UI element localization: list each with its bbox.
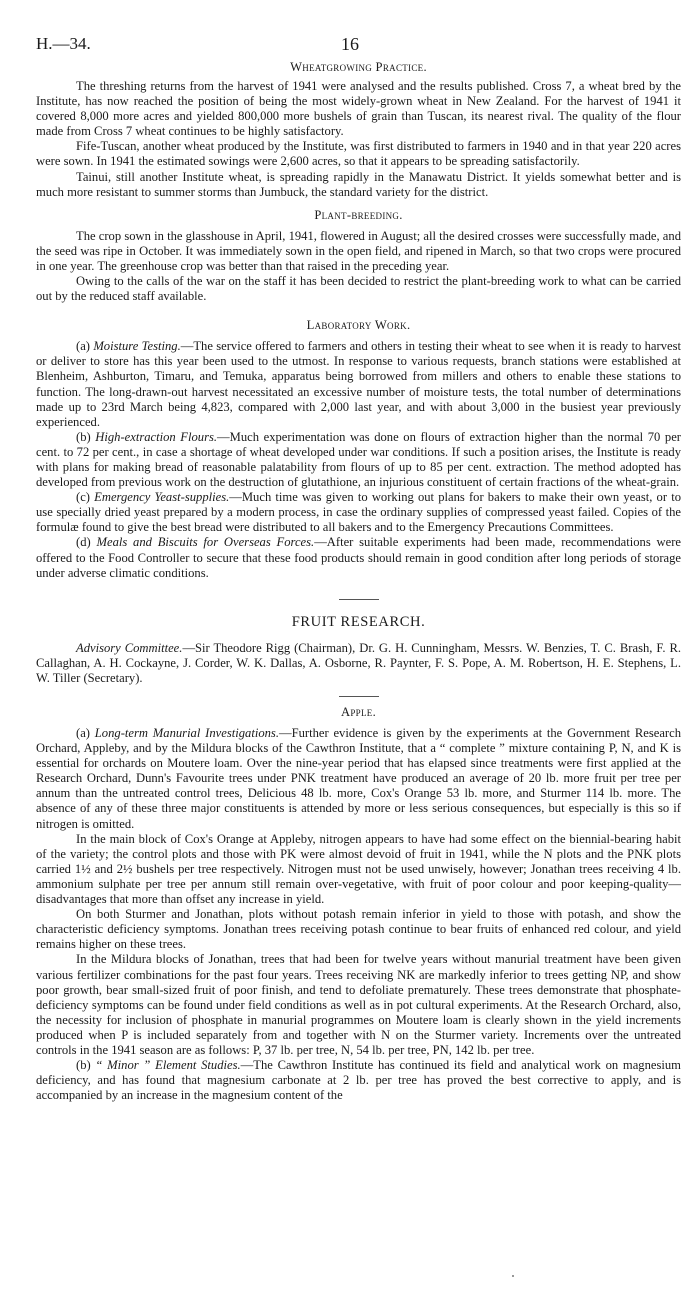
subsection-title: Moisture Testing. [93, 339, 181, 354]
document-page [36, 34, 681, 1103]
paragraph: Tainui, still another Institute wheat, is spreading rapidly in the Manawatu District. It yields somewhat better and is much more resistant to summer storms than Jumbuck, the standard variety for the district. [36, 169, 681, 199]
plant-breeding-heading: Plant-breeding. [314, 207, 403, 222]
fruit-research-heading: FRUIT RESEARCH. [291, 613, 426, 630]
apple-heading: Apple. [340, 705, 377, 719]
wheatgrowing-heading: Wheatgrowing Practice. [290, 60, 427, 74]
page-mark [512, 1275, 514, 1277]
page-number: 16 [341, 34, 359, 54]
paragraph: (d) Meals and Biscuits for Overseas Forces.—After suitable experiments had been made, recommendations were offered to the Food Controller to secure that these food products should remain in good condition after long periods of storage under adverse climatic conditions. [36, 535, 681, 580]
paragraph: In the main block of Cox's Orange at Appleby, nitrogen appears to have had some effect on the biennial-bearing habit of the variety; the control plots and those with PK were almost devoid of fruit in 1941, while the N plots and the PNK plots carried 1½ and 2½ bushels per tree respectively. Nitrogen must not be used unwisely, however; Jonathan trees receiving 4 lb. ammonium sulphate per tree per annum still remain over-vegetative, with fruit of poor colour and poor keeping-quality—disadvantages that more than offset any increase in yield. [36, 831, 681, 907]
paragraph: (a) Long-term Manurial Investigations.—Further evidence is given by the experiments at the Government Research Orchard, Appleby, and by the Mildura blocks of the Cawthron Institute, that a “ complete ” mixture containing P, N, and K is essential for orchards on Moutere loam. Over the nine-year period that has elapsed since treatments were first applied at the Research Orchard, Dunn's Favourite trees under PNK treatment have produced an average of 20 lb. more fruit per tree per annum than the untreated control trees, Delicious 48 lb. more, Cox's Orange 53 lb. more, and Sturmer 114 lb. more. The absence of any of these three major constituents is attended by more or less serious consequences, but especially is this so if nitrogen is omitted. [36, 726, 681, 831]
laboratory-heading: Laboratory Work. [306, 318, 411, 333]
paragraph: The threshing returns from the harvest of 1941 were analysed and the results published. Cross 7, a wheat bred by the Institute, has now reached the position of being the most widely-grown wheat in New Zealand. For the harvest of 1941 it covered 8,000 more acres and yielded 800,000 more bushels of grain than Tuscan, its nearest rival. The quality of the flour made from Cross 7 wheat continues to be highly satisfactory. [36, 79, 681, 139]
page-header [36, 34, 681, 60]
paragraph: Owing to the calls of the war on the staff it has been decided to restrict the plant-breeding work to what can be carried out by the reduced staff available. [36, 274, 681, 304]
paragraph: The crop sown in the glasshouse in April, 1941, flowered in August; all the desired crosses were successfully made, and the seed was ripe in October. It was immediately sown in the open field, and ripened in March, so that two crops were procured in one year. The greenhouse crop was better than that raised in the preceding year. [36, 228, 681, 273]
paragraph: Advisory Committee.—Sir Theodore Rigg (Chairman), Dr. G. H. Cunningham, Messrs. W. Benzies, T. C. Brash, F. R. Callaghan, A. H. Cockayne, J. Corder, W. K. Dallas, A. Osborne, R. Paynter, F. S. Pope, A. M. Robertson, H. E. Stephens, L. W. Tiller (Secretary). [36, 640, 681, 685]
paragraph: In the Mildura blocks of Jonathan, trees that had been for twelve years without manurial treatment have been given various fertilizer combinations for the past four years. Trees receiving NK are markedly inferior to trees getting NP, and show poor growth, bear small-sized fruit of poor finish, and tend to defoliate prematurely. These trees demonstrate that phosphate-deficiency symptoms can be found under field conditions as well as in pot cultural experiments. At the Research Orchard, also, the necessity for inclusion of phosphate in manurial programmes on Moutere loam is clearly shown in the yield increments produced when P is included separately from and together with N on the Sturmer variety. Increments over the untreated controls in the 1941 season are as follows: P, 37 lb. per tree, N, 54 lb. per tree, PN, 142 lb. per tree. [36, 952, 681, 1057]
subsection-title: High-extraction Flours. [95, 429, 218, 444]
section-divider [339, 696, 379, 697]
document-reference: H.—34. [36, 34, 91, 53]
subsection-title: Emergency Yeast-supplies. [94, 490, 230, 505]
paragraph: (c) Emergency Yeast-supplies.—Much time was given to working out plans for bakers to make their own yeast, or to use specially dried yeast prepared by a modern process, in case the ordinary supplies of compressed yeast failed. Copies of the formulæ found to give the best bread were distributed to all bakers and to the Emergency Precautions Committees. [36, 490, 681, 535]
subsection-title: “ Minor ” Element Studies. [95, 1058, 241, 1073]
subsection-title: Long-term Manurial Investigations. [94, 726, 279, 740]
section-divider [339, 599, 379, 600]
paragraph: (a) Moisture Testing.—The service offered to farmers and others in testing their wheat to see when it is ready to harvest or deliver to store has this year been used to the utmost. In response to various requests, branch stations were established at Blenheim, Ashburton, Timaru, and Temuka, apparatus being borrowed from millers and others to enable these stations to function. The long-drawn-out harvest necessitated an excessive number of moisture tests, the total number of determinations made up to 23rd March being 4,823, compared with 2,000 last year, and with about 3,000 in the busiest year previously experienced. [36, 339, 681, 429]
subsection-title: Meals and Biscuits for Overseas Forces. [96, 535, 315, 550]
paragraph: (b) High-extraction Flours.—Much experimentation was done on flours of extraction higher than the normal 70 per cent. to 72 per cent., in case a shortage of wheat developed under war conditions. If such a position arises, the Institute is ready with plans for making bread of reasonable palatability from flours of up to 85 per cent. extraction. The method adopted has developed from previous work on the destruction of glutathione, an injurious constituent of certain fractions of the wheat-grain. [36, 429, 681, 490]
paragraph: (b) “ Minor ” Element Studies.—The Cawthron Institute has continued its field and analytical work on magnesium deficiency, and has found that magnesium carbonate at 2 lb. per tree has proved the best corrective to apply, and is accompanied by an increase in the magnesium content of the [36, 1058, 681, 1103]
paragraph: On both Sturmer and Jonathan, plots without potash remain inferior in yield to those with potash, and show the characteristic deficiency symptoms. Jonathan trees receiving potash continue to bear fruits of enhanced red colour, and yield remains higher on these trees. [36, 907, 681, 952]
paragraph: Fife-Tuscan, another wheat produced by the Institute, was first distributed to farmers in 1940 and in that year 220 acres were sown. In 1941 the estimated sowings were 2,600 acres, so that it appears to be spreading satisfactorily. [36, 139, 681, 169]
subsection-title: Advisory Committee. [76, 640, 183, 655]
